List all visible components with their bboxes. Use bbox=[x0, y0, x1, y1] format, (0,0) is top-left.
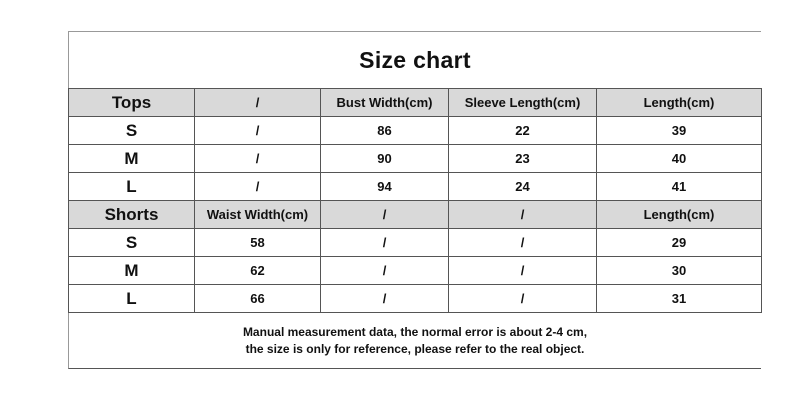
table-cell: 41 bbox=[597, 173, 762, 201]
table-cell: / bbox=[321, 229, 449, 257]
note-line: Manual measurement data, the normal error is about 2-4 cm, bbox=[242, 324, 588, 339]
table-row bbox=[69, 257, 762, 285]
header-cell: Waist Width(cm) bbox=[195, 201, 321, 229]
tops-header-row bbox=[69, 89, 762, 117]
table-cell: 30 bbox=[597, 257, 762, 285]
table-cell: 29 bbox=[597, 229, 762, 257]
table-cell: 24 bbox=[449, 173, 597, 201]
table-row bbox=[69, 285, 762, 313]
note-line: the size is only for reference, please refer to the real object. bbox=[245, 341, 585, 356]
size-label: S bbox=[69, 117, 195, 145]
table-cell: 86 bbox=[321, 117, 449, 145]
header-cell: Length(cm) bbox=[597, 89, 762, 117]
table-cell: / bbox=[449, 229, 597, 257]
table-row bbox=[69, 145, 762, 173]
table-cell: 31 bbox=[597, 285, 762, 313]
header-cell: Tops bbox=[69, 89, 195, 117]
size-table bbox=[68, 88, 762, 313]
header-cell: / bbox=[449, 201, 597, 229]
table-cell: 22 bbox=[449, 117, 597, 145]
measurement-note bbox=[69, 313, 761, 368]
table-cell: / bbox=[195, 173, 321, 201]
chart-title: Size chart bbox=[359, 46, 471, 73]
table-cell: 23 bbox=[449, 145, 597, 173]
size-label: L bbox=[69, 285, 195, 313]
table-row bbox=[69, 229, 762, 257]
size-label: S bbox=[69, 229, 195, 257]
table-cell: / bbox=[449, 257, 597, 285]
table-cell: 94 bbox=[321, 173, 449, 201]
table-cell: / bbox=[321, 285, 449, 313]
size-label: L bbox=[69, 173, 195, 201]
table-cell: / bbox=[195, 117, 321, 145]
header-cell: Bust Width(cm) bbox=[321, 89, 449, 117]
table-cell: 40 bbox=[597, 145, 762, 173]
table-cell: / bbox=[449, 285, 597, 313]
size-chart bbox=[68, 31, 761, 369]
table-cell: / bbox=[195, 145, 321, 173]
table-cell: 39 bbox=[597, 117, 762, 145]
table-row bbox=[69, 117, 762, 145]
table-cell: / bbox=[321, 257, 449, 285]
size-label: M bbox=[69, 145, 195, 173]
table-row bbox=[69, 173, 762, 201]
header-cell: / bbox=[321, 201, 449, 229]
header-cell: Sleeve Length(cm) bbox=[449, 89, 597, 117]
table-cell: 62 bbox=[195, 257, 321, 285]
table-cell: 58 bbox=[195, 229, 321, 257]
header-cell: / bbox=[195, 89, 321, 117]
table-cell: 66 bbox=[195, 285, 321, 313]
header-cell: Shorts bbox=[69, 201, 195, 229]
shorts-header-row bbox=[69, 201, 762, 229]
size-label: M bbox=[69, 257, 195, 285]
table-cell: 90 bbox=[321, 145, 449, 173]
header-cell: Length(cm) bbox=[597, 201, 762, 229]
